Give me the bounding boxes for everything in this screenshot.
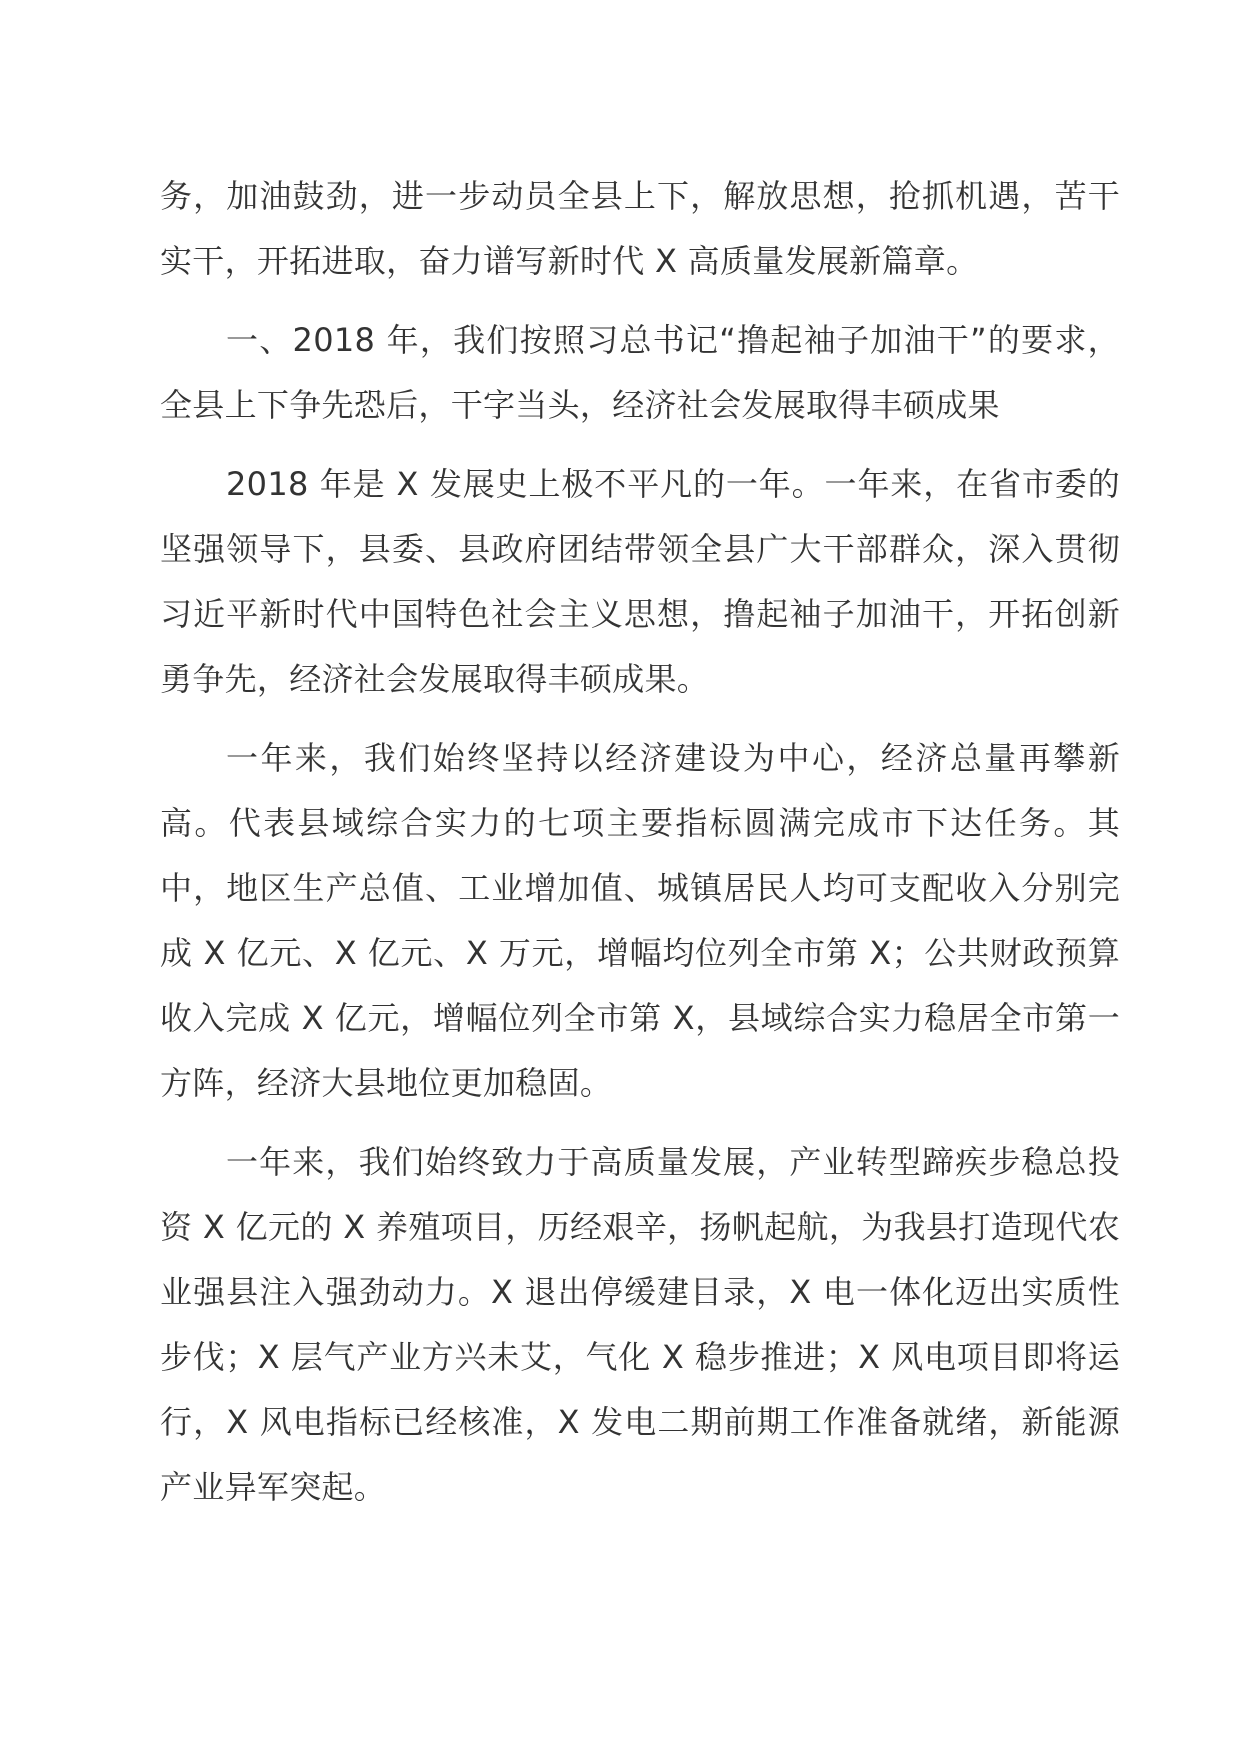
paragraph-economic-growth: 一年来，我们始终坚持以经济建设为中心，经济总量再攀新高。代表县域综合实力的七项主要指标圆满完成市下达任务。其中，地区生产总值、工业增加值、城镇居民人均可支配收入分别完成 X 亿元、X 亿元、X 万元，增幅均位列全市第 X；公共财政预算收入完成 X 亿元，增幅位列全市第 X，县域综合实力稳居全市第一方阵，经济大县地位更加稳固。 <box>160 739 1120 1102</box>
section-heading-one: 一、2018 年，我们按照习总书记“撸起袖子加油干”的要求，全县上下争先恐后，干字当头，经济社会发展取得丰硕成果 <box>160 321 1120 424</box>
paragraph-continuation: 务，加油鼓劲，进一步动员全县上下，解放思想，抢抓机遇，苦干实干，开拓进取，奋力谱写新时代 X 高质量发展新篇章。 <box>160 177 1120 280</box>
paragraph-overview-2018: 2018 年是 X 发展史上极不平凡的一年。一年来，在省市委的坚强领导下，县委、县政府团结带领全县广大干部群众，深入贯彻习近平新时代中国特色社会主义思想，撸起袖子加油干，开拓创新勇争先，经济社会发展取得丰硕成果。 <box>160 465 1120 698</box>
document-body <box>160 164 1120 1534</box>
paragraph-industry-transformation: 一年来，我们始终致力于高质量发展，产业转型蹄疾步稳总投资 X 亿元的 X 养殖项目，历经艰辛，扬帆起航，为我县打造现代农业强县注入强劲动力。X 退出停缓建目录，X 电一体化迈出实质性步伐；X 层气产业方兴未艾，气化 X 稳步推进；X 风电项目即将运行，X 风电指标已经核准，X 发电二期前期工作准备就绪，新能源产业异军突起。 <box>160 1143 1120 1506</box>
